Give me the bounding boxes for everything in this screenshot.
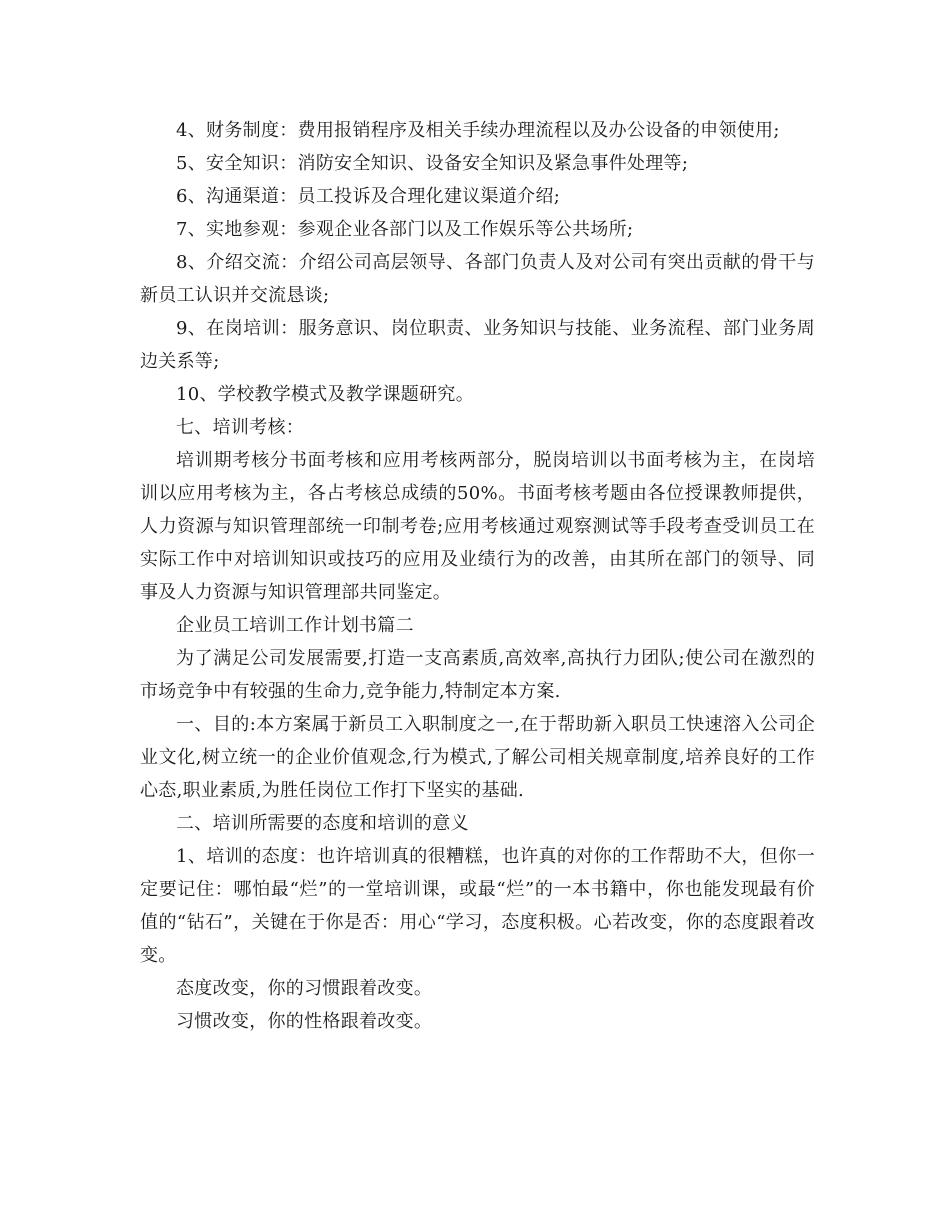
- section-title-part-two: 企业员工培训工作计划书篇二: [176, 615, 414, 636]
- document-body: [140, 114, 815, 1038]
- section-heading-attitude: 二、培训所需要的态度和培训的意义: [176, 813, 469, 834]
- paragraph-assessment-details: 培训期考核分书面考核和应用考核两部分，脱岗培训以书面考核为主，在岗培训以应用考核为主，各占考核总成绩的50%。书面考核考题由各位授课教师提供，人力资源与知识管理部统一印制考卷;应用考核通过观察测试等手段考查受训员工在实际工作中对培训知识或技巧的应用及业绩行为的改善，由其所在部门的领导、同事及人力资源与知识管理部共同鉴定。: [140, 450, 815, 603]
- paragraph-introduction-exchange: 8、介绍交流：介绍公司高层领导、各部门负责人及对公司有突出贡献的骨干与新员工认识并交流恳谈;: [140, 252, 815, 306]
- paragraph-attitude-change: 态度改变，你的习惯跟着改变。: [176, 978, 433, 999]
- paragraph-communication-channels: 6、沟通渠道：员工投诉及合理化建议渠道介绍;: [176, 186, 561, 207]
- paragraph-teaching-research: 10、学校教学模式及教学课题研究。: [176, 384, 475, 405]
- paragraph-finance-policy: 4、财务制度：费用报销程序及相关手续办理流程以及办公设备的申领使用;: [176, 120, 780, 141]
- paragraph-habit-change: 习惯改变，你的性格跟着改变。: [176, 1011, 433, 1032]
- paragraph-training-attitude: 1、培训的态度：也许培训真的很糟糕，也许真的对你的工作帮助不大，但你一定要记住：哪怕最“烂”的一堂培训课，或最“烂”的一本书籍中，你也能发现最有价值的“钻石”，关键在于你是否：用心“学习，态度积极。心若改变，你的态度跟着改变。: [140, 846, 815, 966]
- paragraph-safety-knowledge: 5、安全知识：消防安全知识、设备安全知识及紧急事件处理等;: [176, 153, 689, 174]
- paragraph-plan-intro: 为了满足公司发展需要,打造一支高素质,高效率,高执行力团队;使公司在激烈的市场竞争中有较强的生命力,竞争能力,特制定本方案.: [140, 648, 815, 702]
- paragraph-purpose: 一、目的:本方案属于新员工入职制度之一,在于帮助新入职员工快速溶入公司企业文化,树立统一的企业价值观念,行为模式,了解公司相关规章制度,培养良好的工作心态,职业素质,为胜任岗位工作打下坚实的基础.: [140, 714, 815, 801]
- paragraph-site-visit: 7、实地参观：参观企业各部门以及工作娱乐等公共场所;: [176, 219, 634, 240]
- paragraph-on-job-training: 9、在岗培训：服务意识、岗位职责、业务知识与技能、业务流程、部门业务周边关系等;: [140, 318, 815, 372]
- section-heading-assessment: 七、培训考核：: [176, 417, 305, 438]
